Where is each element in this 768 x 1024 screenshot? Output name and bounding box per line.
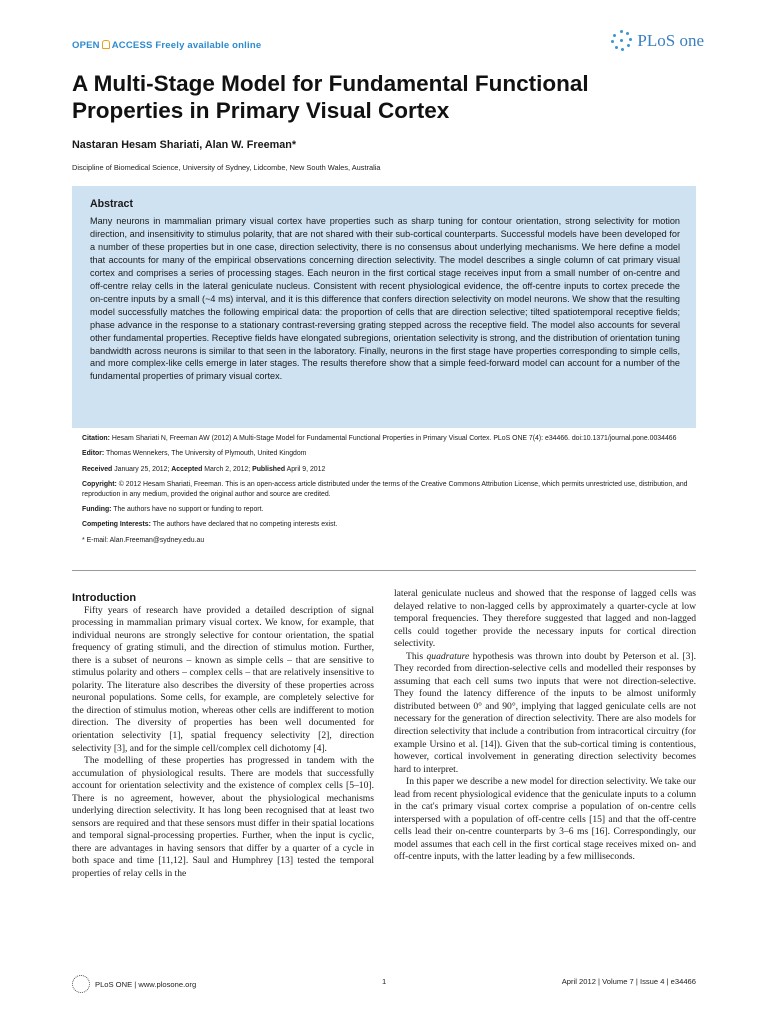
citation: Citation: Hesam Shariati N, Freeman AW (2012) A Multi-Stage Model for Fundamental Functional Properties in Primary Visual Cortex. PLoS ONE 7(4): e34466. doi:10.1371/journal.pone.0034466 (82, 435, 677, 442)
article-authors: Nastaran Hesam Shariati, Alan W. Freeman* (72, 139, 297, 151)
body-column-right (394, 588, 696, 864)
competing-interests: Competing Interests: The authors have declared that no competing interests exist. (82, 521, 338, 529)
paragraph: This quadrature hypothesis was thrown into doubt by Peterson et al. [3]. They recorded from direction-selective cells and modelled their responses by assuming that each cell sums two inputs that were not direction-selective. They found the latency difference of the inputs to be almost uniformly distributed between 0° and 90°, implying that lagged geniculate cells are not necessary for the generation of direction selectivity. There are also models for direction selectivity that include a contribution from intracortical circuitry (for example Ursino et al. [14]). Given that the sub-cortical timing is contentious, however, cortical involvement in generating direction selectivity becomes hard to interpret. (394, 650, 696, 775)
abstract-box (72, 186, 696, 428)
paragraph: In this paper we describe a new model for direction selectivity. We take our lead from recent physiological evidence that the geniculate inputs to a column in the cat's primary visual cortex comprise a population of on-centre cells interspersed with a population of off-centre cells [15] and that the off-centre cells lead their on-centre counterparts by 3–6 ms [16]. Correspondingly, our model assumes that each cell in the first cortical stage receives mixed on- and off-centre inputs, with the latter leading by a few milliseconds. (394, 776, 696, 863)
article-affiliation: Discipline of Biomedical Science, University of Sydney, Lidcombe, New South Wales, Australia (72, 163, 381, 172)
journal-logo-text: PLoS one (637, 31, 704, 50)
editor: Editor: Thomas Wennekers, The University of Plymouth, United Kingdom (82, 450, 307, 458)
journal-logo (611, 30, 704, 52)
open-access-prefix: OPEN (72, 40, 100, 51)
paragraph: The modelling of these properties has progressed in tandem with the accumulation of physiological results. There are models that successfully account for orientation selectivity and the existence of complex cells [5–10]. There is no agreement, however, about the physiological mechanisms underlying direction selectivity. It has long been recognised that at least two sensors are required and that these sensors must differ in their spatial locations and temporal signal-processing properties. Further, when the input is cyclic, there are advantages in having sensors that differ by a quarter of a cycle in both space and time [11,12]. Saul and Humphrey [13] tested the temporal properties of relay cells in the (72, 755, 374, 880)
metadata-divider (72, 570, 696, 571)
copyright: Copyright: © 2012 Hesam Shariati, Freeman. This is an open-access article distributed under the terms of the Creative Commons Attribution License, which permits unrestricted use, distribution, and reproduction in any medium, provided the original author and source are credited. (82, 481, 688, 498)
footer-issue: April 2012 | Volume 7 | Issue 4 | e34466 (561, 977, 696, 986)
footer-journal (72, 975, 196, 993)
plos-ring-icon (72, 975, 90, 993)
email: * E-mail: Alan.Freeman@sydney.edu.au (82, 536, 205, 544)
abstract-heading: Abstract (90, 198, 133, 210)
page-number: 1 (382, 977, 387, 986)
open-access-banner (72, 40, 261, 51)
abstract-text: Many neurons in mammalian primary visual cortex have properties such as sharp tuning for contour orientation, strong selectivity for motion direction, and insensitivity to stimulus polarity, that are not shared with their sub-cortical counterparts. Successful models have been developed for a number of these properties but in one case, direction selectivity, there is no consensus about underlying mechanisms. We here define a model that accounts for many of the empirical observations concerning direction selectivity. The model describes a single column of cat primary visual cortex and comprises a series of processing stages. Each neuron in the first cortical stage receives input from a small number of on-centre and off-centre relay cells in the lateral geniculate nucleus. Consistent with recent physiological evidence, the off-centre inputs to cortex precede the on-centre inputs by a small (~4 ms) interval, and it is this difference that confers direction selectivity on model neurons. We show that the resulting model successfully matches the following empirical data: the proportion of cells that are direction selective; tilted spatiotemporal receptive fields; phase advance in the response to a stationary contrast-reversing grating stepped across the receptive field. The model also accounts for several other fundamental properties. Receptive fields have elongated subregions, orientation selectivity is strong, and the distribution of orientation tuning bandwidth across neurons is similar to that seen in the laboratory. Finally, neurons in the first stage have properties corresponding to simple cells, and more complex-like cells emerge in later stages. The results therefore show that a simple feed-forward model can account for a number of the fundamental properties of primary visual cortex. (90, 216, 680, 382)
open-access-suffix: ACCESS Freely available online (111, 40, 262, 51)
article-metadata (82, 434, 692, 551)
body-column-left (72, 592, 374, 881)
funding: Funding: The authors have no support or funding to report. (82, 506, 264, 514)
lock-icon (102, 40, 110, 49)
footer-journal-text: PLoS ONE | www.plosone.org (95, 979, 197, 989)
introduction-heading: Introduction (72, 592, 137, 604)
article-title: A Multi-Stage Model for Fundamental Functional Properties in Primary Visual Cortex (72, 71, 589, 123)
paragraph: lateral geniculate nucleus and showed that the response of lagged cells was delayed relative to non-lagged cells by approximately a quarter-cycle at low temporal frequencies. They therefore suggested that lagged and non-lagged cells could together provide the necessary inputs for cortical direction selectivity. (394, 588, 696, 650)
dates: Received January 25, 2012; Accepted March 2, 2012; Published April 9, 2012 (82, 465, 326, 473)
paragraph: Fifty years of research have provided a detailed description of signal processing in mammalian primary visual cortex. We know, for example, that individual neurons are strongly selective for contour orientation, the spatial frequency of grating stimuli, and the direction of stimulus motion. Further, there is a subset of neurons – known as simple cells – that are sensitive to stimulus polarity and others – complex cells – that are relatively insensitive to polarity. The literature also describes the diversity of these properties across neuronal populations. Some cells, for example, are completely selective for the direction of stimulus motion, whereas other cells are indifferent to motion direction. The diversity of properties has been well documented for orientation selectivity [1], spatial frequency selectivity [2], direction selectivity [3], and for the simple cell/complex cell dichotomy [4]. (72, 604, 374, 754)
plos-dots-icon (611, 30, 633, 52)
